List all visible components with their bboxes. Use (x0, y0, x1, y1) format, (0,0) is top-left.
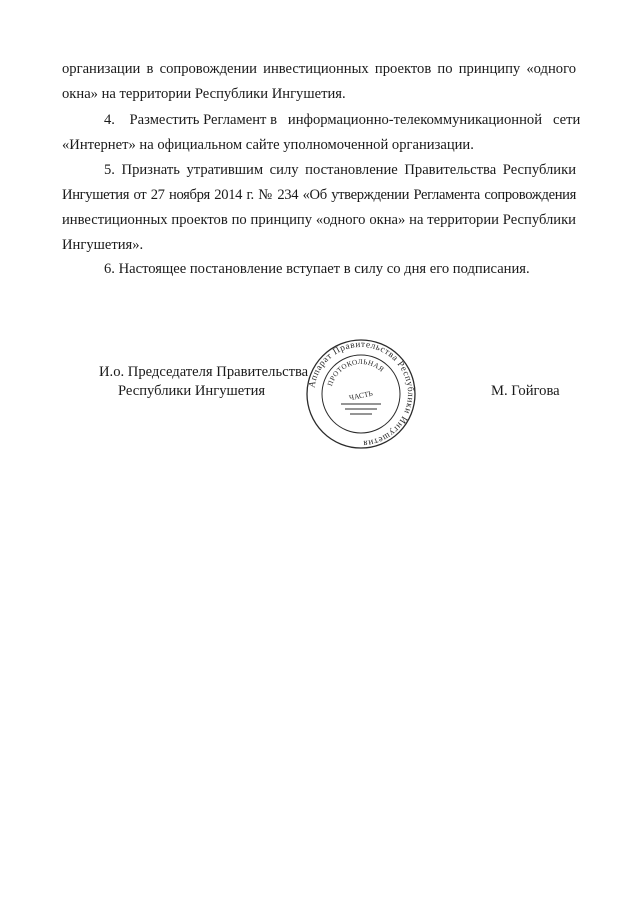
svg-text:ПРОТОКОЛЬНАЯ: ПРОТОКОЛЬНАЯ (326, 357, 386, 388)
text-line: Ингушетия от 27 ноября 2014 г. № 234 «Об утверждении Регламента сопровождения (62, 187, 576, 203)
paragraph-item-4 (62, 108, 581, 158)
paragraph-continuation (62, 57, 576, 107)
svg-text:ЧАСТЬ: ЧАСТЬ (348, 388, 374, 403)
signatory-subtitle: Республики Ингушетия (118, 383, 266, 399)
text-line: окна» на территории Республики Ингушетия. (62, 86, 346, 102)
signatory-name: М. Гойгова (491, 383, 560, 399)
text-line: 6. Настоящее постановление вступает в силу со дня его подписания. (104, 261, 530, 277)
text-line: организации в сопровождении инвестиционных проектов по принципу «одного (62, 61, 576, 77)
text-line: инвестиционных проектов по принципу «одного окна» на территории Республики (62, 212, 576, 228)
signatory-title: И.о. Председателя Правительства (99, 364, 309, 380)
paragraph-item-6 (62, 257, 576, 282)
text-line: Ингушетия». (62, 237, 144, 253)
official-seal-stamp (305, 338, 417, 450)
paragraph-item-5 (62, 158, 576, 258)
text-line: 5. Признать утратившим силу постановление Правительства Республики (104, 162, 576, 178)
text-line: 4. Разместить Регламент в информационно-телекоммуникационной сети (104, 112, 581, 128)
svg-text:Аппарат Правительства Республи: Аппарат Правительства Республики Ингушетия (306, 338, 417, 450)
text-line: «Интернет» на официальном сайте уполномоченной организации. (62, 137, 474, 153)
